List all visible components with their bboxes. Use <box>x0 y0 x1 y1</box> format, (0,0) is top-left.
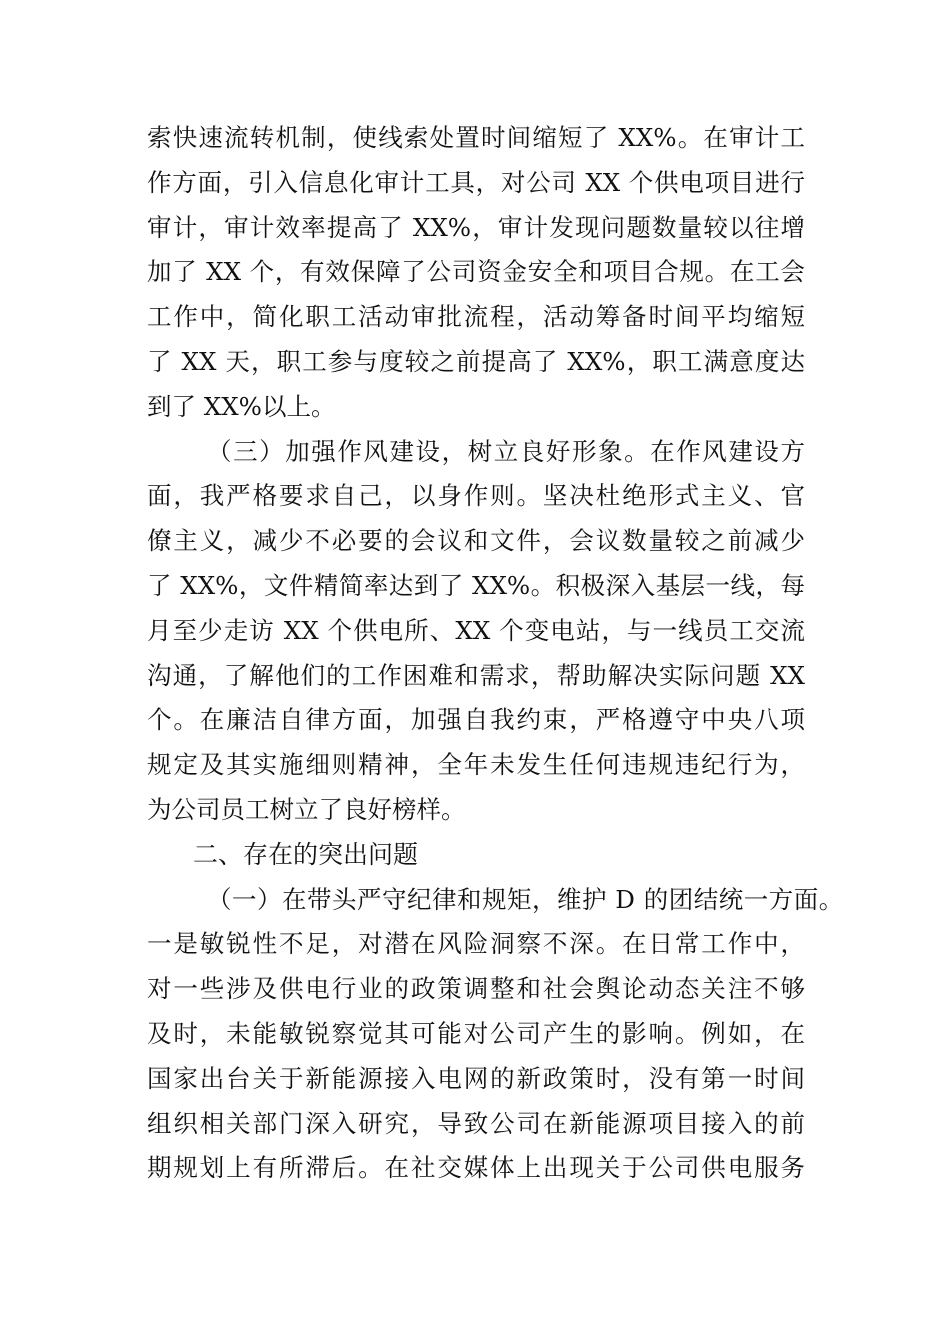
paragraph-line: 作方面，引入信息化审计工具，对公司 XX 个供电项目进行 <box>147 167 805 197</box>
paragraph-line: 僚主义，减少不必要的会议和文件，会议数量较之前减少 <box>147 526 805 556</box>
paragraph-line: 了 XX 天，职工参与度较之前提高了 XX%，职工满意度达 <box>147 346 805 376</box>
paragraph-line: 一是敏锐性不足，对潜在风险洞察不深。在日常工作中， <box>147 929 805 959</box>
paragraph-line: 到了 XX%以上。 <box>147 391 336 421</box>
paragraph-line: 及时，未能敏锐察觉其可能对公司产生的影响。例如，在 <box>147 1018 805 1048</box>
paragraph-line: 加了 XX 个，有效保障了公司资金安全和项目合规。在工会 <box>147 257 805 287</box>
paragraph-line: 了 XX%，文件精简率达到了 XX%。积极深入基层一线，每 <box>147 570 805 600</box>
paragraph-line: 月至少走访 XX 个供电所、XX 个变电站，与一线员工交流 <box>147 615 805 645</box>
paragraph-line: 面，我严格要求自己，以身作则。坚决杜绝形式主义、官 <box>147 481 805 511</box>
paragraph-line: 规定及其实施细则精神，全年未发生任何违规违纪行为， <box>147 750 805 780</box>
paragraph-line: 审计，审计效率提高了 XX%，审计发现问题数量较以往增 <box>147 212 805 242</box>
subheading-line: （三）加强作风建设，树立良好形象。在作风建设方 <box>207 436 805 466</box>
paragraph-line: 个。在廉洁自律方面，加强自我约束，严格遵守中央八项 <box>147 705 805 735</box>
paragraph-line: 为公司员工树立了良好榜样。 <box>147 794 466 824</box>
paragraph-line: 工作中，简化职工活动审批流程，活动筹备时间平均缩短 <box>147 302 805 332</box>
paragraph-line: 沟通，了解他们的工作困难和需求，帮助解决实际问题 XX <box>147 660 805 690</box>
paragraph-line: 期规划上有所滞后。在社交媒体上出现关于公司供电服务 <box>147 1153 805 1183</box>
paragraph-line: 组织相关部门深入研究，导致公司在新能源项目接入的前 <box>147 1108 805 1138</box>
section-heading: 二、存在的突出问题 <box>193 839 419 869</box>
paragraph-line: 国家出台关于新能源接入电网的新政策时，没有第一时间 <box>147 1063 805 1093</box>
paragraph-line: 索快速流转机制，使线索处置时间缩短了 XX%。在审计工 <box>147 123 805 152</box>
paragraph-line: 对一些涉及供电行业的政策调整和社会舆论动态关注不够 <box>147 974 805 1004</box>
document-page <box>147 116 844 1191</box>
subheading-line: （一）在带头严守纪律和规矩，维护 D 的团结统一方面。 <box>207 884 844 914</box>
